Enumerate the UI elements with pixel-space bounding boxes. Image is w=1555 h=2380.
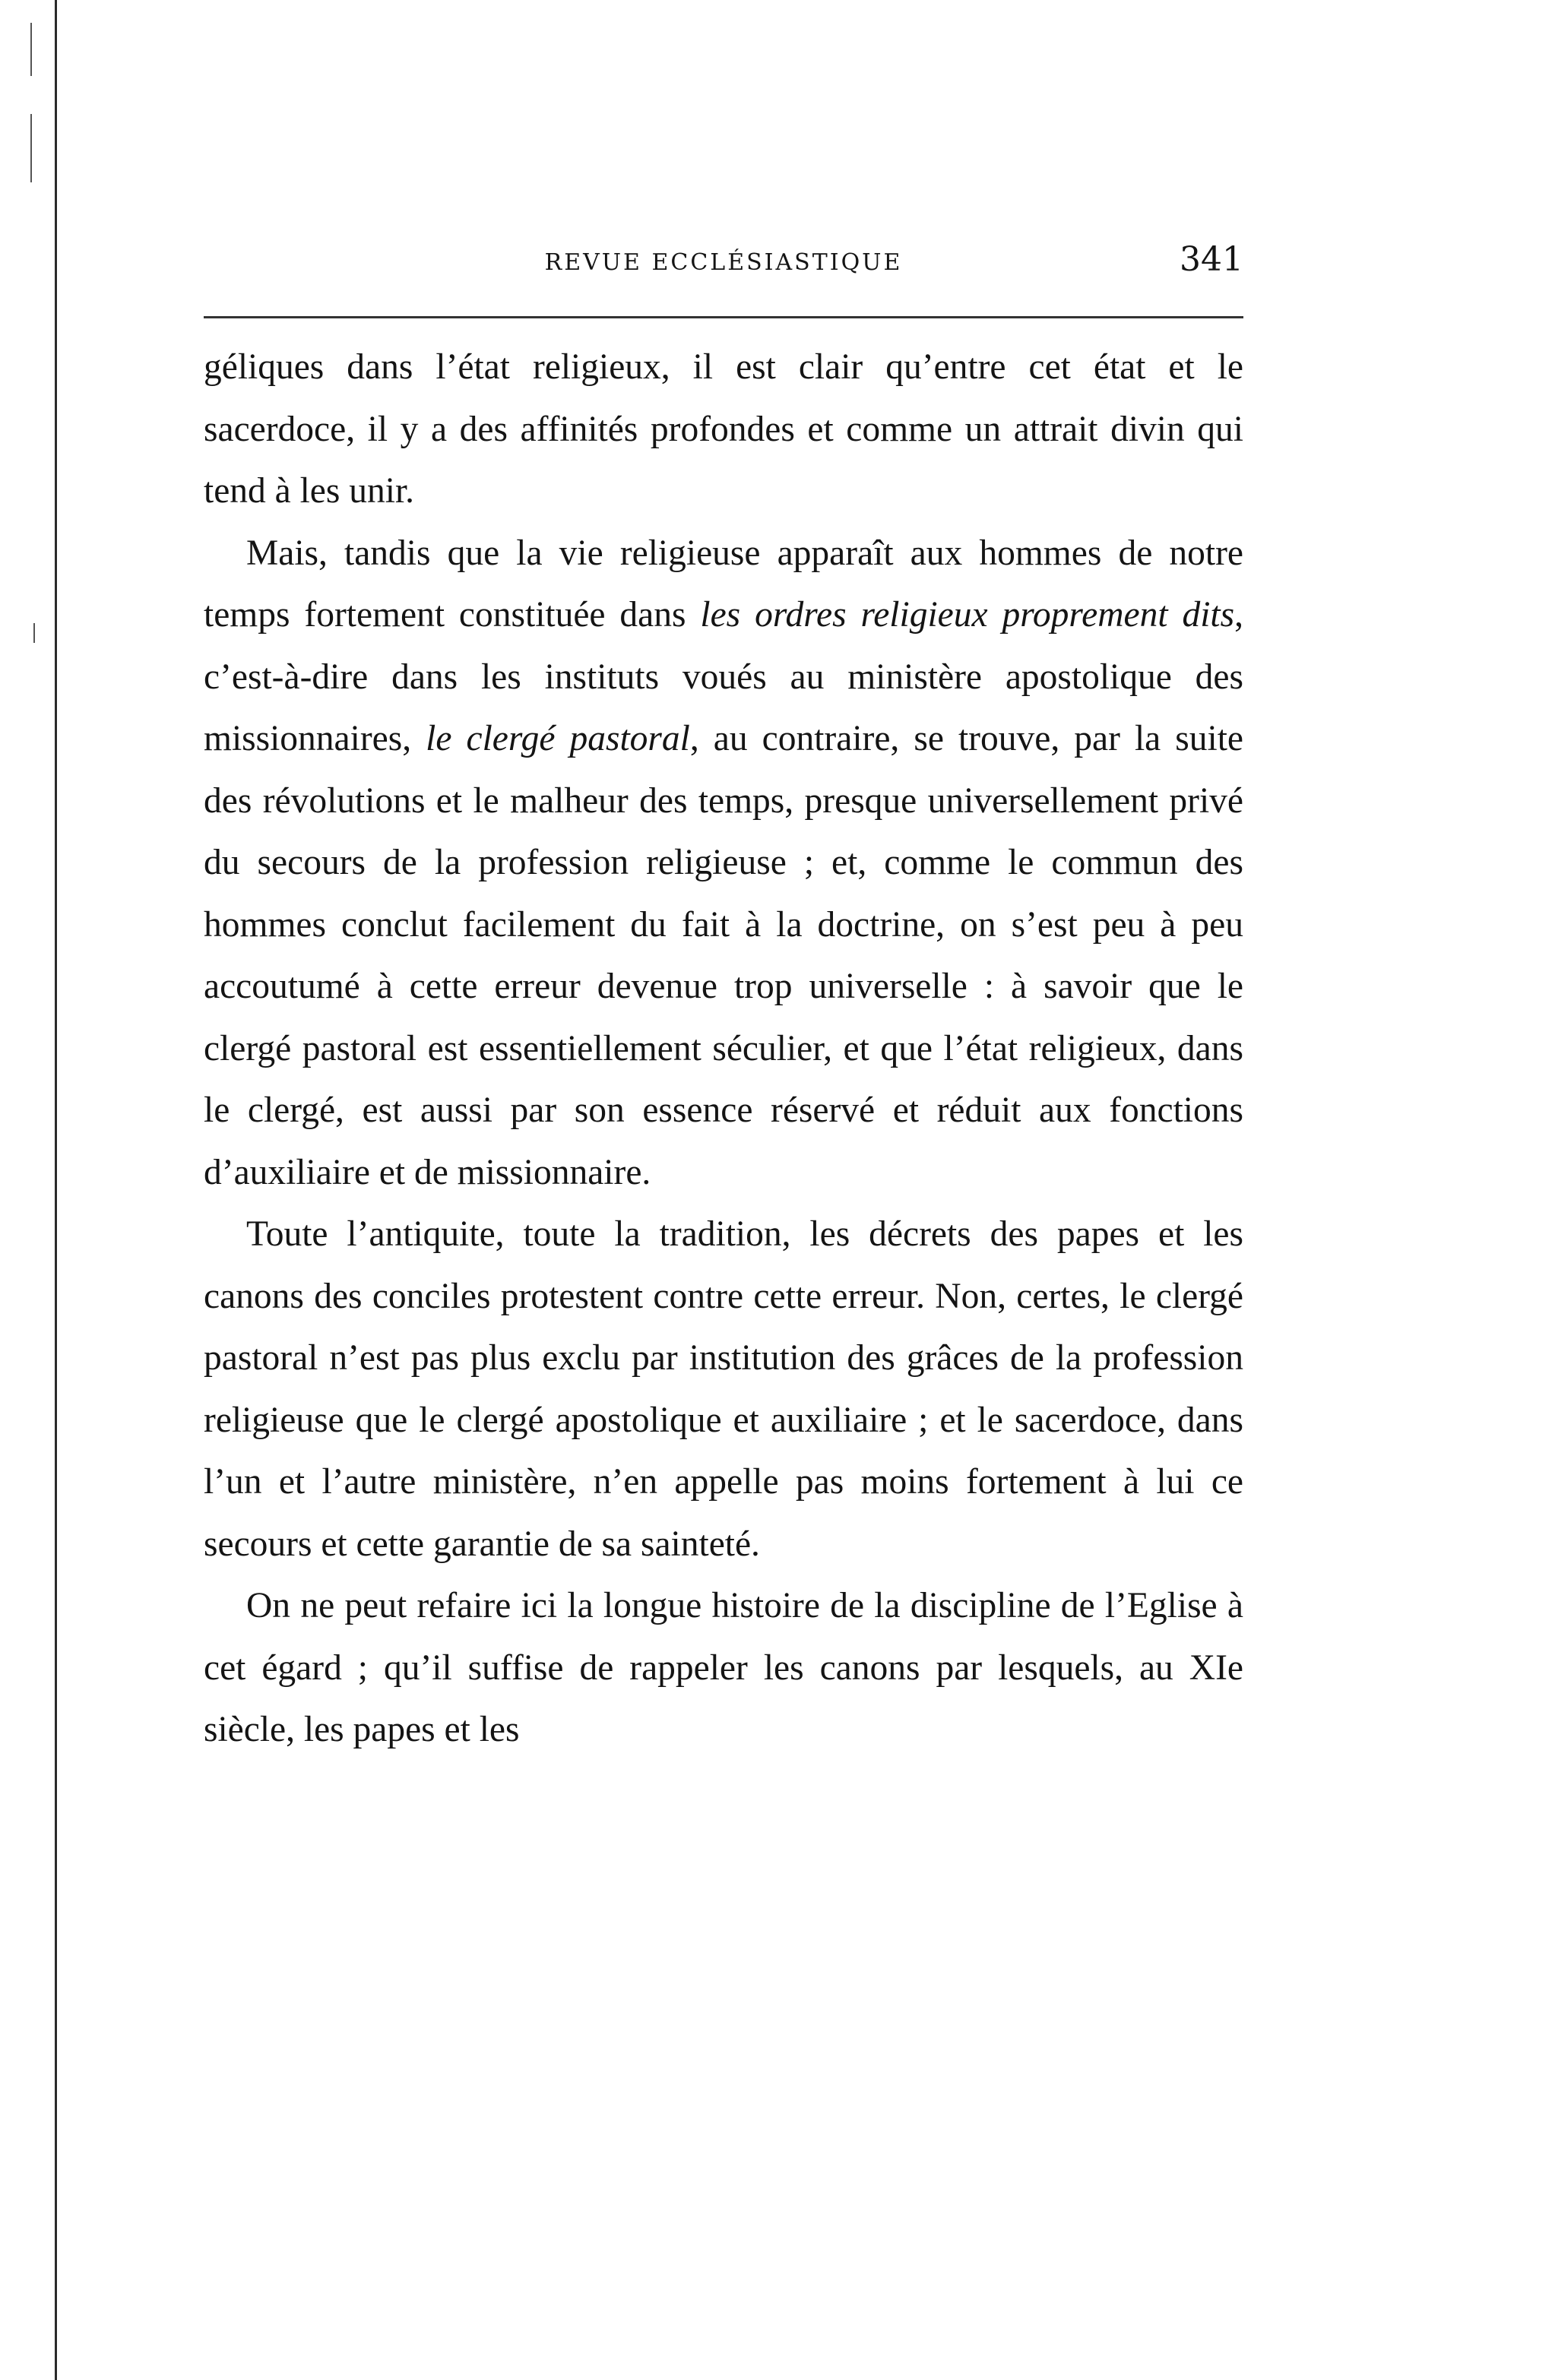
text-run: Mais, tandis que la vie religieuse apparaît aux hommes de notre temps fortement constituée dans (204, 533, 1243, 635)
page-number: 341 (1180, 240, 1243, 279)
binding-mark (33, 623, 35, 643)
book-page (204, 236, 1243, 1761)
binding-mark (30, 114, 32, 182)
paragraph (204, 523, 1243, 1204)
header-rule (204, 316, 1243, 318)
text-run: , c’est-à-dire dans les instituts voués au ministère apostolique des missionnaires, (204, 595, 1243, 758)
text-run: géliques dans l’état religieux, il est clair qu’entre cet état et le sacerdoce, il y a des affinités profondes et comme un attrait divin qui tend à les unir. (204, 347, 1243, 511)
text-run: , au contraire, se trouve, par la suite des révolutions et le malheur des temps, presque universellement privé du secours de la profession religieuse ; et, comme le commun des hommes conclut facilement du fait à la doctrine, on s’est peu à peu accoutumé à cette erreur devenue trop universelle : à savoir que le clergé pastoral est essentiellement séculier, et que l’état religieux, dans le clergé, est aussi par son essence réservé et réduit aux fonctions d’auxiliaire et de missionnaire. (204, 719, 1243, 1192)
binding-edge-line (55, 0, 57, 2380)
paragraph (204, 1575, 1243, 1761)
paragraph (204, 337, 1243, 523)
italic-text-run: le clergé pastoral (426, 719, 690, 758)
body-text (204, 337, 1243, 1761)
journal-title: REVUE ECCLÉSIASTIQUE (544, 249, 903, 276)
text-run: Toute l’antiquite, toute la tradition, les décrets des papes et les canons des conciles protestent contre cette erreur. Non, certes, le clergé pastoral n’est pas plus exclu par institution des grâces de la profession religieuse que le clergé apostolique et auxiliaire ; et le sacerdoce, dans l’un et l’autre ministère, n’en appelle pas moins fortement à lui ce secours et cette garantie de sa sainteté. (204, 1214, 1243, 1564)
italic-text-run: les ordres religieux proprement dits (700, 595, 1235, 635)
running-head (204, 236, 1243, 281)
paragraph (204, 1204, 1243, 1575)
text-run: On ne peut refaire ici la longue histoire de la discipline de l’Eglise à cet égard ; qu’il suffise de rappeler les canons par lesquels, au XIe siècle, les papes et les (204, 1586, 1243, 1749)
binding-mark (30, 23, 32, 76)
